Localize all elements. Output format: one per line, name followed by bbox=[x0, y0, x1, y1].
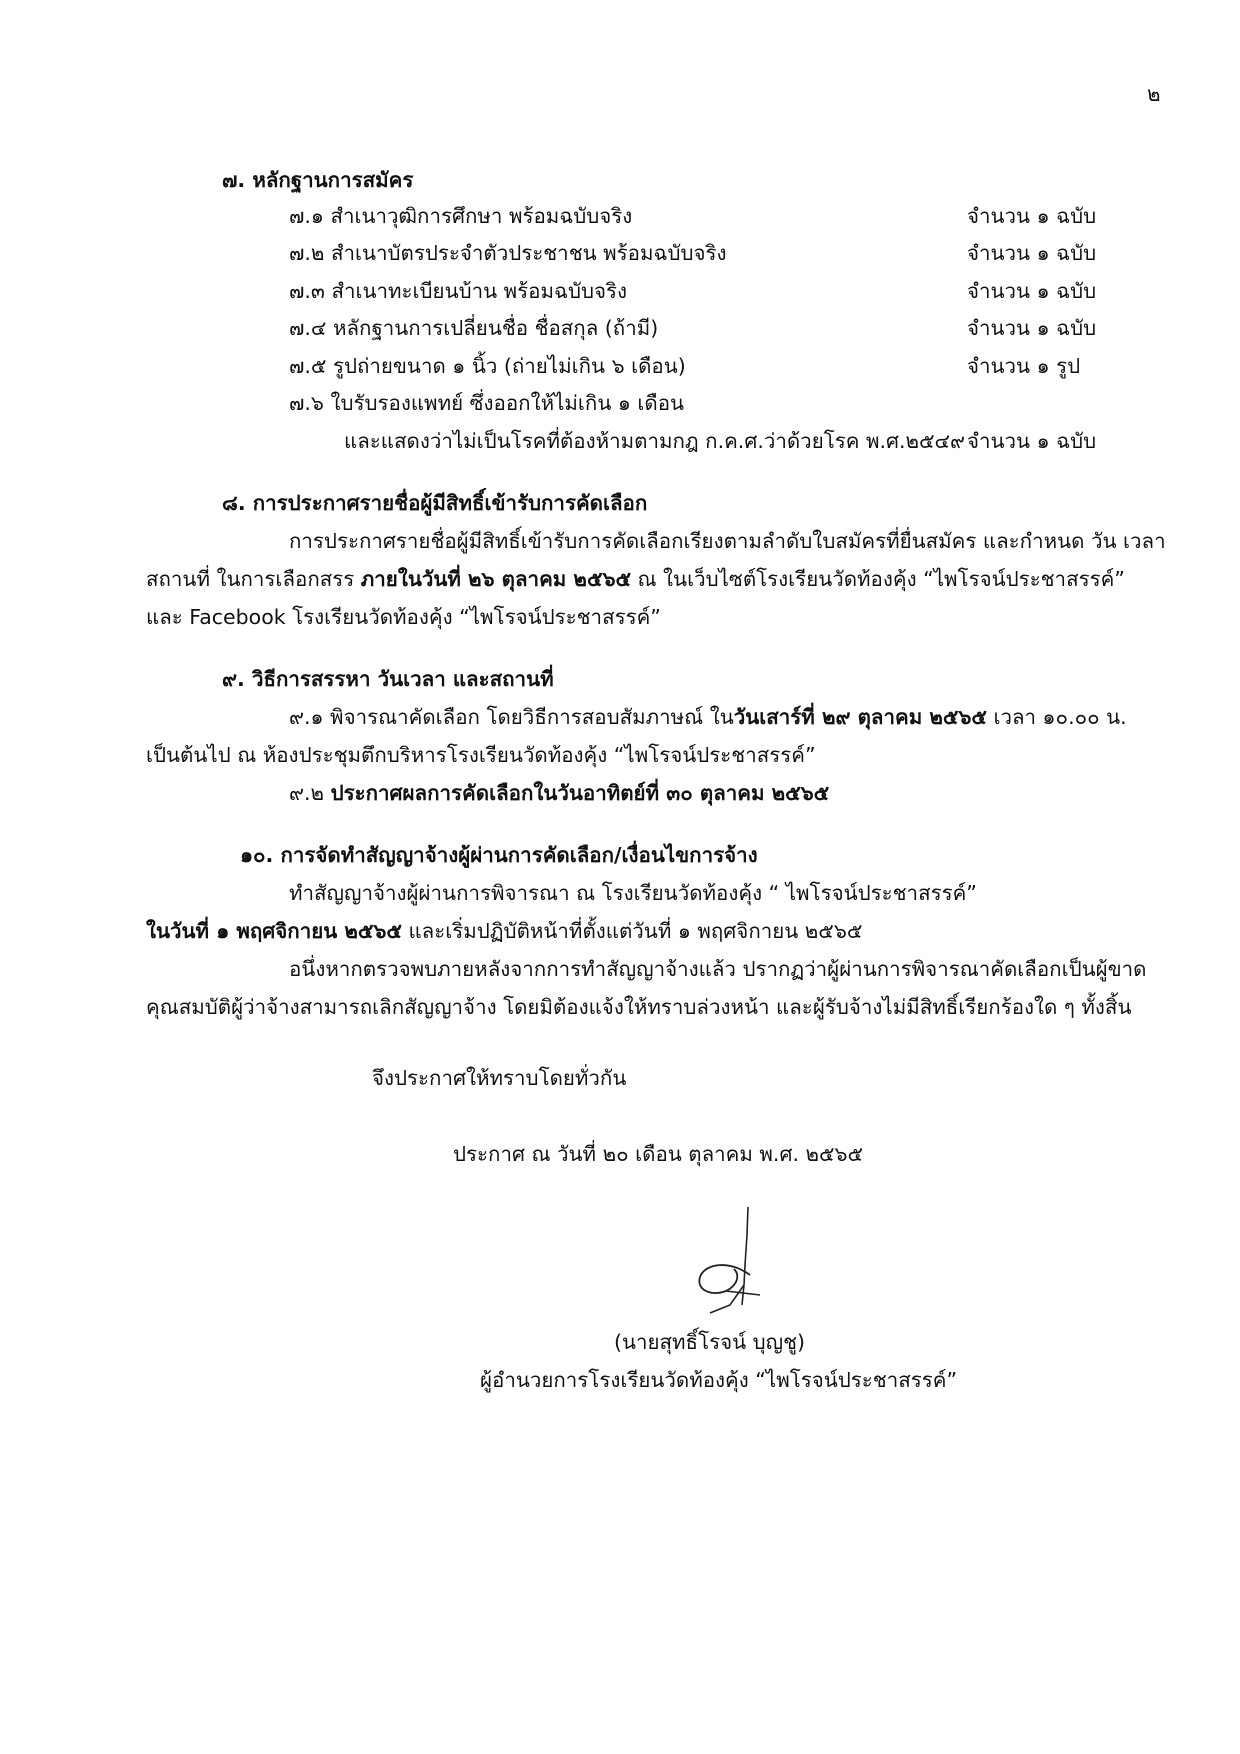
text-run: ๙.๑ พิจารณาคัดเลือก โดยวิธีการสอบสัมภาษณ์ ใน bbox=[289, 705, 734, 729]
section-8-title: ๘. การประกาศรายชื่อผู้มีสิทธิ์เข้ารับการคัดเลือก bbox=[222, 491, 648, 515]
page-number: ๒ bbox=[1147, 82, 1161, 106]
section-9-line-3 bbox=[289, 783, 829, 804]
section-10-line-3: อนึ่งหากตรวจพบภายหลังจากการทำสัญญาจ้างแล้ว ปรากฏว่าผู้ผ่านการพิจารณาคัดเลือกเป็นผู้ขาด bbox=[289, 957, 1147, 981]
contract-date: วันที่ ๑ พฤศจิกายน ๒๕๖๕ bbox=[170, 919, 402, 943]
section-10-line-2 bbox=[146, 921, 862, 942]
closing-statement: จึงประกาศให้ทราบโดยทั่วกัน bbox=[372, 1066, 627, 1090]
item-label: ๗.๔ หลักฐานการเปลี่ยนชื่อ ชื่อสกุล (ถ้ามี) bbox=[289, 316, 659, 340]
section-8-line-3: และ Facebook โรงเรียนวัดท้องคุ้ง “ไพโรจน์ประชาสรรค์” bbox=[146, 605, 661, 629]
text-run: ณ ในเว็บไซต์โรงเรียนวัดท้องคุ้ง “ไพโรจน์ประชาสรรค์” bbox=[631, 567, 1125, 591]
section-7-title: ๗. หลักฐานการสมัคร bbox=[222, 168, 414, 192]
item-label: ๗.๓ สำเนาทะเบียนบ้าน พร้อมฉบับจริง bbox=[289, 279, 628, 303]
signer-name: (นายสุทธิ์โรจน์ บุญชู) bbox=[614, 1330, 806, 1354]
section-9-line-2: เป็นต้นไป ณ ห้องประชุมตึกบริหารโรงเรียนวัดท้องคุ้ง “ไพโรจน์ประชาสรรค์” bbox=[146, 743, 816, 767]
section-9-line-1 bbox=[289, 707, 1127, 728]
item-label: ๗.๕ รูปถ่ายขนาด ๑ นิ้ว (ถ่ายไม่เกิน ๖ เดือน) bbox=[289, 354, 686, 378]
item-continuation: และแสดงว่าไม่เป็นโรคที่ต้องห้ามตามกฎ ก.ค.ศ.ว่าด้วยโรค พ.ศ.๒๕๔๙ bbox=[344, 429, 966, 453]
item-quantity: จำนวน ๑ ฉบับ bbox=[967, 241, 1097, 265]
item-label: ๗.๑ สำเนาวุฒิการศึกษา พร้อมฉบับจริง bbox=[289, 204, 633, 228]
item-quantity: จำนวน ๑ รูป bbox=[967, 354, 1081, 378]
deadline-date: ภายในวันที่ ๒๖ ตุลาคม ๒๕๖๕ bbox=[360, 567, 631, 591]
item-quantity: จำนวน ๑ ฉบับ bbox=[967, 429, 1097, 453]
text-run: ใน bbox=[146, 919, 171, 943]
item-quantity: จำนวน ๑ ฉบับ bbox=[967, 279, 1097, 303]
announcement-date: ประกาศ ณ วันที่ ๒๐ เดือน ตุลาคม พ.ศ. ๒๕๖๕ bbox=[453, 1142, 864, 1166]
text-run: เวลา ๑๐.๐๐ น. bbox=[986, 705, 1127, 729]
item-label: ๗.๖ ใบรับรองแพทย์ ซึ่งออกให้ไม่เกิน ๑ เดือน bbox=[289, 391, 685, 415]
section-8-line-1: การประกาศรายชื่อผู้มีสิทธิ์เข้ารับการคัดเลือกเรียงตามลำดับใบสมัครที่ยื่นสมัคร และกำหนด วัน เวลา bbox=[289, 529, 1166, 553]
section-9-title: ๙. วิธีการสรรหา วันเวลา และสถานที่ bbox=[222, 667, 554, 691]
section-10-line-1: ทำสัญญาจ้างผู้ผ่านการพิจารณา ณ โรงเรียนวัดท้องคุ้ง “ ไพโรจน์ประชาสรรค์” bbox=[289, 881, 977, 905]
item-quantity: จำนวน ๑ ฉบับ bbox=[967, 204, 1097, 228]
interview-date: วันเสาร์ที่ ๒๙ ตุลาคม ๒๕๖๕ bbox=[733, 705, 987, 729]
text-run: ๙.๒ bbox=[289, 781, 331, 805]
section-10-line-4: คุณสมบัติผู้ว่าจ้างสามารถเลิกสัญญาจ้าง โดยมิต้องแจ้งให้ทราบล่วงหน้า และผู้รับจ้างไม่มีสิทธิ์เรียกร้องใด ๆ ทั้งสิ้น bbox=[146, 995, 1132, 1019]
section-8-line-2 bbox=[146, 569, 1125, 590]
result-announcement: ประกาศผลการคัดเลือกในวันอาทิตย์ที่ ๓๐ ตุลาคม ๒๕๖๕ bbox=[330, 781, 830, 805]
section-10-title: ๑๐. การจัดทำสัญญาจ้างผู้ผ่านการคัดเลือก/เงื่อนไขการจ้าง bbox=[240, 843, 758, 867]
signature bbox=[690, 1205, 770, 1315]
signer-title: ผู้อำนวยการโรงเรียนวัดท้องคุ้ง “ไพโรจน์ประชาสรรค์” bbox=[480, 1368, 958, 1392]
text-run: สถานที่ ในการเลือกสรร bbox=[146, 567, 361, 591]
item-quantity: จำนวน ๑ ฉบับ bbox=[967, 316, 1097, 340]
item-label: ๗.๒ สำเนาบัตรประจำตัวประชาชน พร้อมฉบับจริง bbox=[289, 241, 727, 265]
text-run: และเริ่มปฏิบัติหน้าที่ตั้งแต่วันที่ ๑ พฤศจิกายน ๒๕๖๕ bbox=[401, 919, 863, 943]
